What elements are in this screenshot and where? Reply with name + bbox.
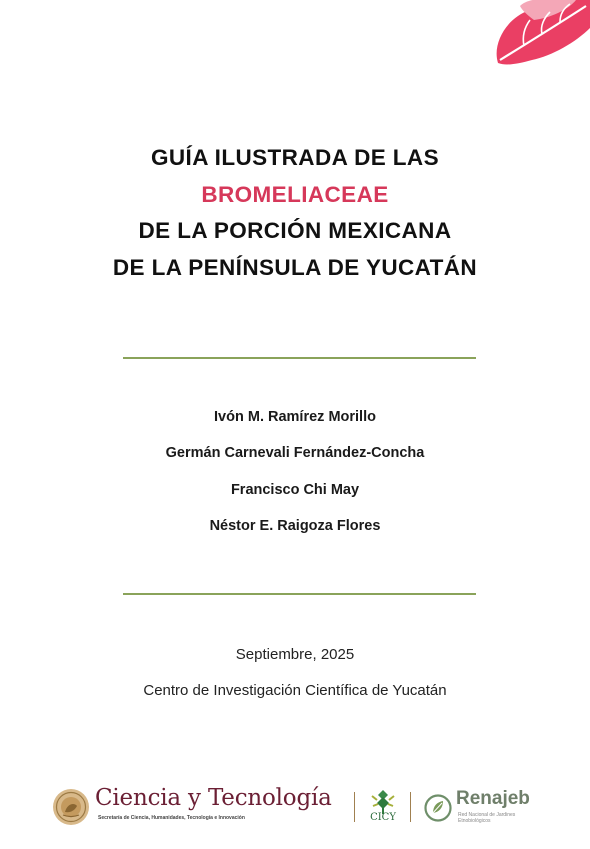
top-divider <box>123 357 476 359</box>
author-name: Germán Carnevali Fernández-Concha <box>165 445 425 462</box>
mexico-seal-icon <box>52 788 90 826</box>
renajeb-subtitle: Red Nacional de Jardines Etnobiológicos <box>458 812 516 824</box>
title-line-3: DE LA PORCIÓN MEXICANA <box>138 218 452 243</box>
leaf-corner-icon <box>490 0 590 66</box>
renajeb-label: Renajeb <box>456 788 530 809</box>
bottom-divider <box>123 593 476 595</box>
author-name: Francisco Chi May <box>230 481 360 498</box>
footer-separator <box>354 792 355 822</box>
title-line-2: BROMELIACEAE <box>201 181 389 207</box>
author-name: Ivón M. Ramírez Morillo <box>214 409 376 425</box>
ciencia-tecnologia-logo: Ciencia y Tecnología <box>95 785 332 811</box>
ciencia-tecnologia-subtitle: Secretaría de Ciencia, Humanidades, Tecnología e Innovación <box>98 815 245 821</box>
document-title <box>0 140 590 286</box>
institution-name: Centro de Investigación Científica de Yucatán <box>143 682 447 699</box>
author-name: Néstor E. Raigoza Flores <box>209 518 381 535</box>
cicy-label: CICY <box>370 812 396 823</box>
title-line-1: GUÍA ILUSTRADA DE LAS <box>151 145 439 170</box>
publication-date: Septiembre, 2025 <box>235 646 355 663</box>
footer-separator <box>410 792 411 822</box>
cicy-logo-icon <box>368 788 398 814</box>
title-line-4: DE LA PENÍNSULA DE YUCATÁN <box>112 254 478 280</box>
renajeb-logo-icon <box>424 794 452 822</box>
logo-footer <box>52 782 562 832</box>
author-list <box>0 408 590 554</box>
